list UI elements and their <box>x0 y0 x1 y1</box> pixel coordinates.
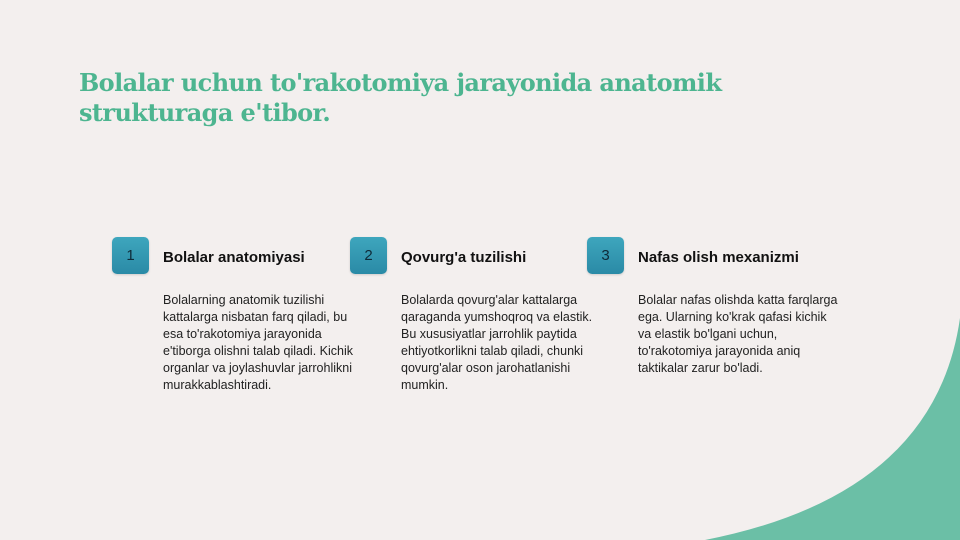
step-description: Bolalar nafas olishda katta farqlarga ega. Ularning ko'krak qafasi kichik va elastik bo'lgani uchun, to'rakotomiya jarayonida aniq taktikalar zarur bo'ladi. <box>638 293 838 375</box>
slide-title: Bolalar uchun to'rakotomiya jarayonida anatomik strukturaga e'tibor. <box>79 68 722 127</box>
step-title: Qovurg'a tuzilishi <box>401 249 527 266</box>
step-title: Nafas olish mexanizmi <box>638 249 799 266</box>
step-title: Bolalar anatomiyasi <box>163 249 305 266</box>
step-number-badge: 1 <box>112 237 149 274</box>
step-description: Bolalarning anatomik tuzilishi kattalarga nisbatan farq qiladi, bu esa to'rakotomiya jarayonida e'tiborga olishni talab qiladi. Kichik organlar va joylashuvlar jarrohlikni murakkablashtiradi. <box>163 293 353 392</box>
step-description: Bolalarda qovurg'alar kattalarga qaraganda yumshoqroq va elastik. Bu xususiyatlar jarrohlik paytida ehtiyotkorlikni talab qiladi, chunki qovurg'alar oson jarohatlanishi mumkin. <box>401 293 593 392</box>
step-number-badge: 2 <box>350 237 387 274</box>
step-number-badge: 3 <box>587 237 624 274</box>
